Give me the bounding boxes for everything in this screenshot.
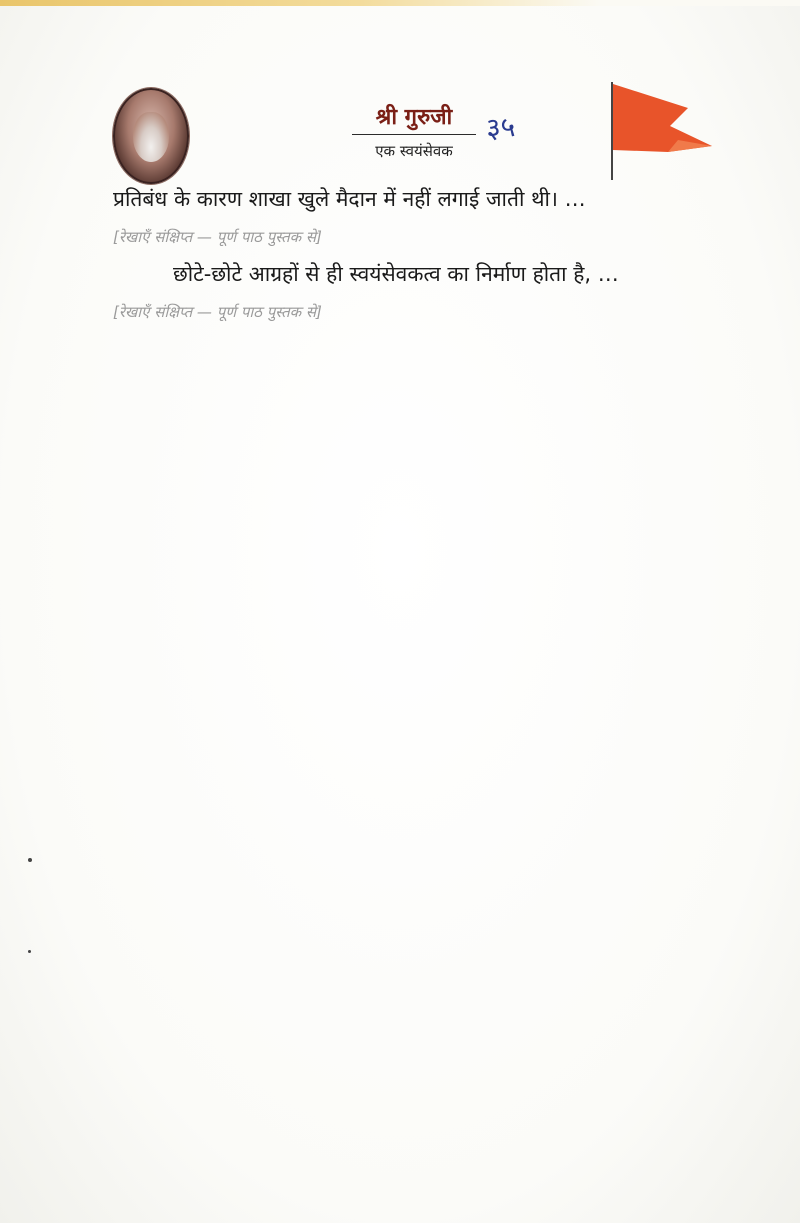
body-text: [113, 182, 723, 330]
page-header: [0, 60, 800, 180]
scan-speck: [28, 950, 31, 953]
paragraph-excerpt: प्रतिबंध के कारण शाखा खुले मैदान में नहीं लगाई जाती थी। …: [113, 187, 586, 211]
handwritten-page-number: ३५: [484, 110, 517, 145]
page-edge-strip: [0, 0, 800, 6]
portrait-photo-icon: [113, 88, 189, 184]
saffron-flag-icon: [608, 80, 718, 180]
omitted-text-note: [रेखाएँ संक्षिप्त — पूर्ण पाठ पुस्तक से]: [113, 302, 322, 321]
scan-speck: [28, 858, 32, 862]
paragraph-excerpt: छोटे-छोटे आग्रहों से ही स्वयंसेवकत्व का निर्माण होता है, …: [173, 262, 619, 287]
portrait-face: [133, 112, 169, 162]
paragraph: [113, 182, 723, 255]
title-block: [352, 102, 476, 163]
book-title: श्री गुरुजी: [352, 102, 476, 135]
flag-cloth: [613, 84, 712, 152]
omitted-text-note: [रेखाएँ संक्षिप्त — पूर्ण पाठ पुस्तक से]: [113, 227, 322, 246]
paragraph: [113, 257, 723, 330]
book-subtitle: एक स्वयंसेवक: [375, 142, 453, 160]
